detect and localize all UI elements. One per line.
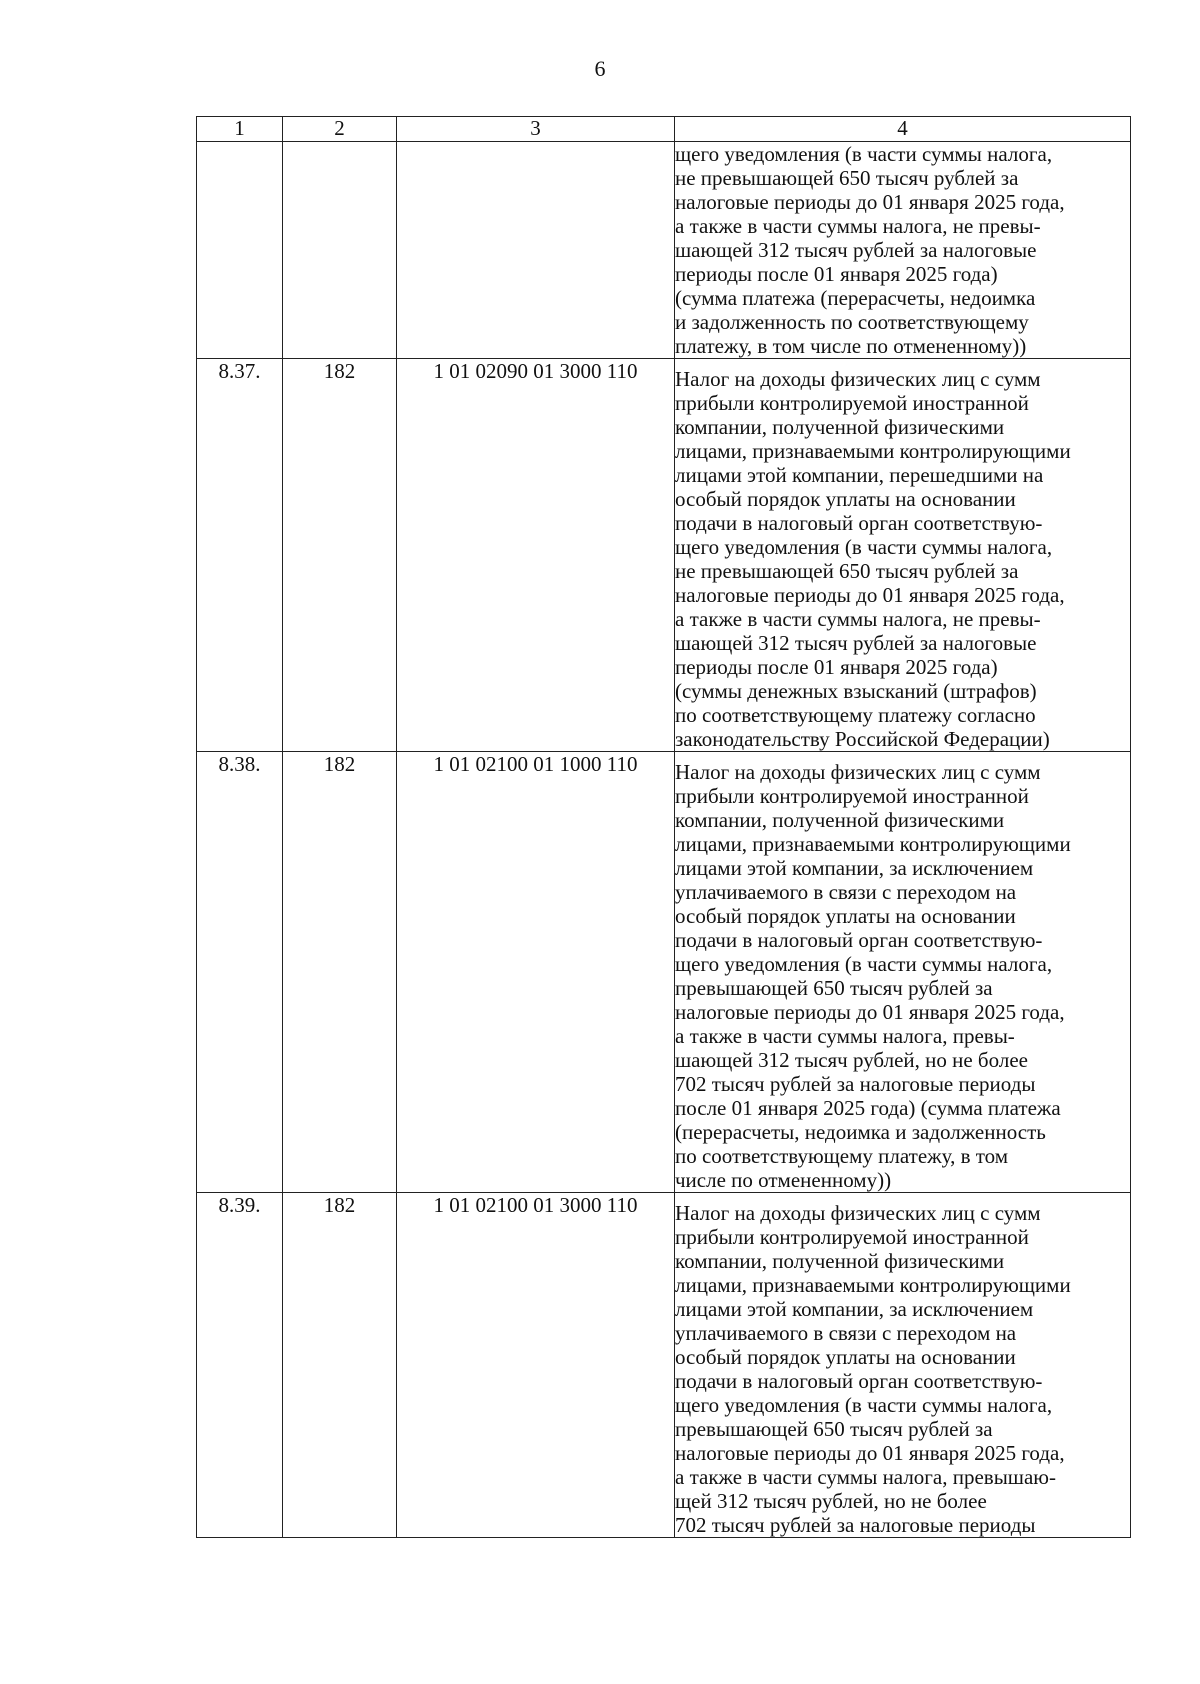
description-line: лицами, признаваемыми контролирующими <box>675 832 1071 856</box>
description-line: компании, полученной физическими <box>675 1249 1005 1273</box>
empty-cell <box>197 142 283 359</box>
budget-classification-code: 1 01 02100 01 3000 110 <box>397 1193 675 1538</box>
description-line: лицами, признаваемыми контролирующими <box>675 439 1071 463</box>
description-line: подачи в налоговый орган соответствую- <box>675 511 1043 535</box>
table-row-8-37 <box>197 359 1131 752</box>
description-line: компании, полученной физическими <box>675 808 1005 832</box>
table-row-8-39 <box>197 1193 1131 1538</box>
description-line: а также в части суммы налога, не превы- <box>675 607 1041 631</box>
description-line: (суммы денежных взысканий (штрафов) <box>675 679 1037 703</box>
description-line: шающей 312 тысяч рублей за налоговые <box>675 238 1037 262</box>
description-line: а также в части суммы налога, превы- <box>675 1024 1015 1048</box>
description-line: прибыли контролируемой иностранной <box>675 784 1029 808</box>
description-line: щего уведомления (в части суммы налога, <box>675 535 1053 559</box>
description-line: (сумма платежа (перерасчеты, недоимка <box>675 286 1036 310</box>
description-line: лицами этой компании, за исключением <box>675 1297 1034 1321</box>
description-line: лицами, признаваемыми контролирующими <box>675 1273 1071 1297</box>
admin-code: 182 <box>283 359 397 752</box>
description-line: налоговые периоды до 01 января 2025 года, <box>675 1000 1065 1024</box>
description-line: по соответствующему платежу, в том <box>675 1144 1009 1168</box>
description-line: законодательству Российской Федерации) <box>675 727 1050 751</box>
admin-code: 182 <box>283 752 397 1193</box>
empty-cell <box>397 142 675 359</box>
budget-classification-code: 1 01 02100 01 1000 110 <box>397 752 675 1193</box>
description-line: превышающей 650 тысяч рублей за <box>675 976 993 1000</box>
description-line: щего уведомления (в части суммы налога, <box>675 1393 1053 1417</box>
description-line: Налог на доходы физических лиц с сумм <box>675 1201 1041 1225</box>
row-number: 8.38. <box>197 752 283 1193</box>
description-line: числе по отмененному)) <box>675 1168 892 1192</box>
description-line: периоды после 01 января 2025 года) <box>675 262 998 286</box>
description-line: прибыли контролируемой иностранной <box>675 391 1029 415</box>
description-line: а также в части суммы налога, не превы- <box>675 214 1041 238</box>
description-line: подачи в налоговый орган соответствую- <box>675 1369 1043 1393</box>
revenue-codes-table <box>196 116 1131 1538</box>
description-line: особый порядок уплаты на основании <box>675 1345 1016 1369</box>
row-number: 8.37. <box>197 359 283 752</box>
header-cell-4: 4 <box>675 117 1131 142</box>
description-line: особый порядок уплаты на основании <box>675 904 1016 928</box>
header-cell-2: 2 <box>283 117 397 142</box>
row-description <box>675 1193 1131 1538</box>
description-line: после 01 января 2025 года) (сумма платежа <box>675 1096 1061 1120</box>
description-line: по соответствующему платежу согласно <box>675 703 1036 727</box>
description-line: лицами этой компании, за исключением <box>675 856 1034 880</box>
description-line: особый порядок уплаты на основании <box>675 487 1016 511</box>
description-line: а также в части суммы налога, превышаю- <box>675 1465 1056 1489</box>
description-line: щего уведомления (в части суммы налога, <box>675 952 1053 976</box>
table-row-8-38 <box>197 752 1131 1193</box>
continuation-row <box>197 142 1131 359</box>
description-line: Налог на доходы физических лиц с сумм <box>675 367 1041 391</box>
description-line: шающей 312 тысяч рублей, но не более <box>675 1048 1028 1072</box>
row-description <box>675 752 1131 1193</box>
description-line: уплачиваемого в связи с переходом на <box>675 1321 1017 1345</box>
description-line: шающей 312 тысяч рублей за налоговые <box>675 631 1037 655</box>
row-number: 8.39. <box>197 1193 283 1538</box>
empty-cell <box>283 142 397 359</box>
continuation-description <box>675 142 1131 359</box>
description-line: платежу, в том числе по отмененному)) <box>675 334 1027 358</box>
description-line: подачи в налоговый орган соответствую- <box>675 928 1043 952</box>
budget-classification-code: 1 01 02090 01 3000 110 <box>397 359 675 752</box>
description-line: лицами этой компании, перешедшими на <box>675 463 1044 487</box>
description-line: 702 тысяч рублей за налоговые периоды <box>675 1072 1036 1096</box>
description-line: налоговые периоды до 01 января 2025 года, <box>675 583 1065 607</box>
description-line: Налог на доходы физических лиц с сумм <box>675 760 1041 784</box>
description-line: щего уведомления (в части суммы налога, <box>675 142 1053 166</box>
description-line: периоды после 01 января 2025 года) <box>675 655 998 679</box>
description-line: превышающей 650 тысяч рублей за <box>675 1417 993 1441</box>
description-line: налоговые периоды до 01 января 2025 года, <box>675 1441 1065 1465</box>
description-line: не превышающей 650 тысяч рублей за <box>675 166 1019 190</box>
description-line: (перерасчеты, недоимка и задолженность <box>675 1120 1046 1144</box>
description-line: уплачиваемого в связи с переходом на <box>675 880 1017 904</box>
description-line: и задолженность по соответствующему <box>675 310 1029 334</box>
description-line: щей 312 тысяч рублей, но не более <box>675 1489 987 1513</box>
header-cell-1: 1 <box>197 117 283 142</box>
admin-code: 182 <box>283 1193 397 1538</box>
row-description <box>675 359 1131 752</box>
table-header-row <box>197 117 1131 142</box>
description-line: 702 тысяч рублей за налоговые периоды <box>675 1513 1036 1537</box>
header-cell-3: 3 <box>397 117 675 142</box>
description-line: прибыли контролируемой иностранной <box>675 1225 1029 1249</box>
description-line: налоговые периоды до 01 января 2025 года, <box>675 190 1065 214</box>
description-line: компании, полученной физическими <box>675 415 1005 439</box>
page-number: 6 <box>594 56 606 81</box>
description-line: не превышающей 650 тысяч рублей за <box>675 559 1019 583</box>
